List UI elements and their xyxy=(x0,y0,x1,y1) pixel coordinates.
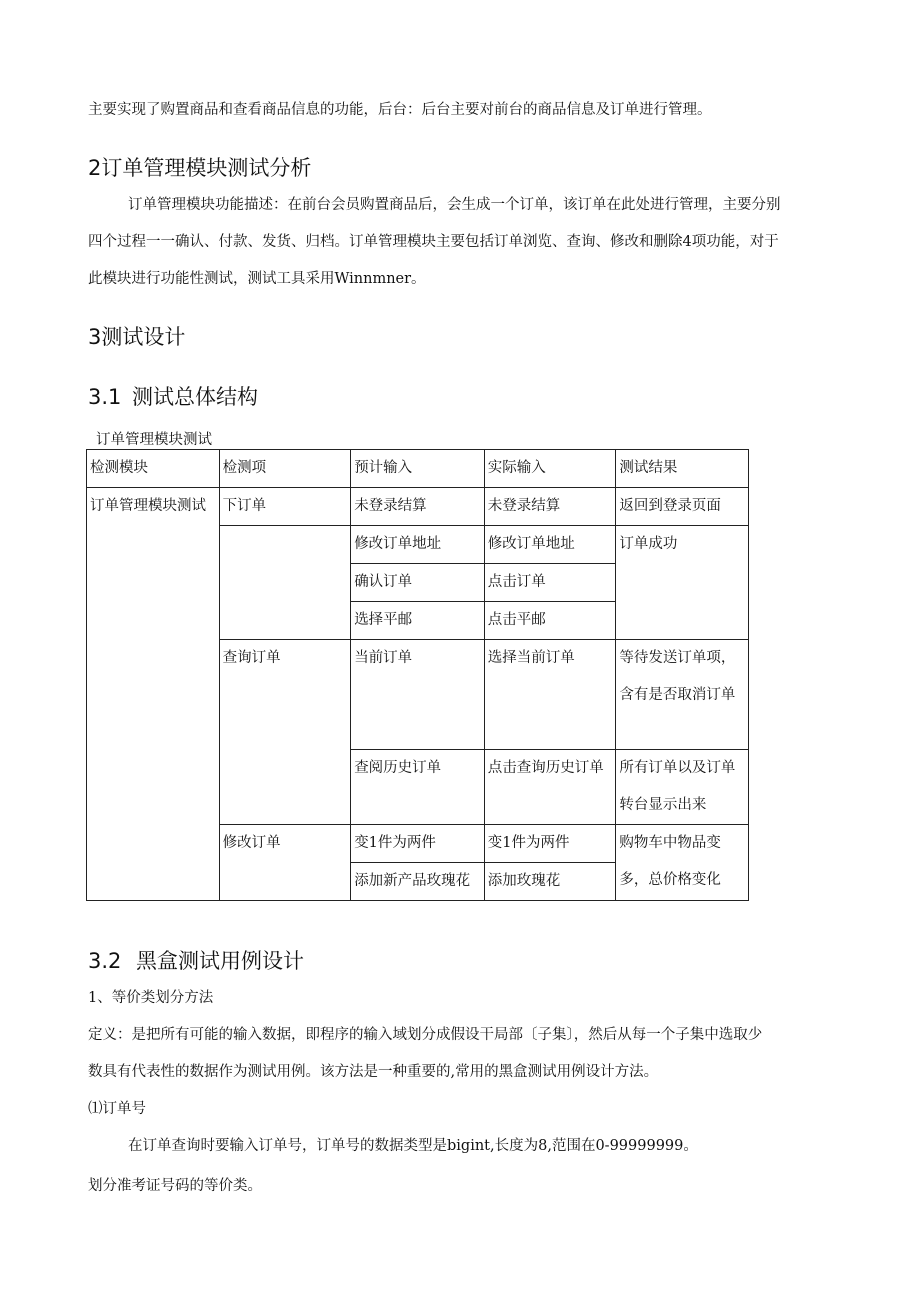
table-cell: 选择当前订单 xyxy=(484,640,616,750)
table-cell: 等待发送订单项，含有是否取消订单 xyxy=(616,640,749,750)
table-cell: 返回到登录页面 xyxy=(616,488,749,526)
table-cell: 未登录结算 xyxy=(484,488,616,526)
section-3-2-heading xyxy=(88,945,304,975)
section-title: 测试设计 xyxy=(101,325,186,349)
section-3-heading xyxy=(88,321,185,351)
section-2-body-line-1: 订单管理模块功能描述：在前台会员购置商品后，会生成一个订单，该订单在此处进行管理，主要分别 xyxy=(128,197,781,213)
subsection-1-body: 在订单查询时要输入订单号，订单号的数据类型是bigint,长度为8,范围在0-99999999。 xyxy=(128,1138,698,1154)
table-cell: 变1件为两件 xyxy=(484,825,616,863)
table-cell xyxy=(219,526,351,640)
header-cell: 实际输入 xyxy=(484,450,616,488)
section-2-heading xyxy=(88,152,311,182)
table-cell: 所有订单以及订单转台显示出来 xyxy=(616,750,749,825)
table-cell: 添加玫瑰花 xyxy=(484,863,616,901)
subsection-1: ⑴订单号 xyxy=(88,1101,146,1117)
table-cell: 修改订单 xyxy=(219,825,351,901)
table-row xyxy=(87,488,749,526)
header-cell: 测试结果 xyxy=(616,450,749,488)
header-cell: 检测模块 xyxy=(87,450,220,488)
section-number: 3 xyxy=(88,325,102,349)
table-cell: 点击订单 xyxy=(484,564,616,602)
table-cell: 下订单 xyxy=(219,488,351,526)
table-cell: 未登录结算 xyxy=(351,488,485,526)
table-cell: 修改订单地址 xyxy=(484,526,616,564)
table-cell: 当前订单 xyxy=(351,640,485,750)
section-title: 黑盒测试用例设计 xyxy=(136,949,304,973)
header-cell: 检测项 xyxy=(219,450,351,488)
table-header-row xyxy=(87,450,749,488)
table-cell: 添加新产品玫瑰花 xyxy=(351,863,485,901)
definition-line-1: 定义：是把所有可能的输入数据，即程序的输入域划分成假设干局部〔子集〕，然后从每一个子集中选取少 xyxy=(88,1027,763,1043)
test-structure-table xyxy=(86,449,749,901)
table-cell: 订单成功 xyxy=(616,526,749,640)
closing-line: 划分准考证号码的等价类。 xyxy=(88,1178,262,1194)
item-1: 1、等价类划分方法 xyxy=(88,990,214,1006)
table-caption: 订单管理模块测试 xyxy=(96,432,212,448)
table-cell: 确认订单 xyxy=(351,564,485,602)
header-cell: 预计输入 xyxy=(351,450,485,488)
table-cell: 变1件为两件 xyxy=(351,825,485,863)
table-cell: 点击平邮 xyxy=(484,602,616,640)
table-cell: 修改订单地址 xyxy=(351,526,485,564)
table-cell: 购物车中物品变多，总价格变化 xyxy=(616,825,749,901)
definition-line-2: 数具有代表性的数据作为测试用例。该方法是一种重要的,常用的黑盒测试用例设计方法。 xyxy=(88,1064,659,1080)
table-cell: 查阅历史订单 xyxy=(351,750,485,825)
table-cell: 选择平邮 xyxy=(351,602,485,640)
section-3-1-heading xyxy=(88,381,258,411)
section-number: 2 xyxy=(88,156,102,180)
section-title: 订单管理模块测试分析 xyxy=(101,156,312,180)
module-cell: 订单管理模块测试 xyxy=(87,488,220,901)
section-number: 3.1 xyxy=(88,385,122,409)
table-cell: 点击查询历史订单 xyxy=(484,750,616,825)
intro-paragraph: 主要实现了购置商品和查看商品信息的功能，后台：后台主要对前台的商品信息及订单进行管理。 xyxy=(88,102,712,118)
table-cell: 查询订单 xyxy=(219,640,351,825)
section-title: 测试总体结构 xyxy=(132,385,258,409)
section-number: 3.2 xyxy=(88,949,122,973)
section-2-body-line-3: 此模块进行功能性测试，测试工具采用Winnmner。 xyxy=(88,271,426,287)
section-2-body-line-2: 四个过程一一确认、付款、发货、归档。订单管理模块主要包括订单浏览、查询、修改和删除4项功能，对于 xyxy=(88,234,779,250)
